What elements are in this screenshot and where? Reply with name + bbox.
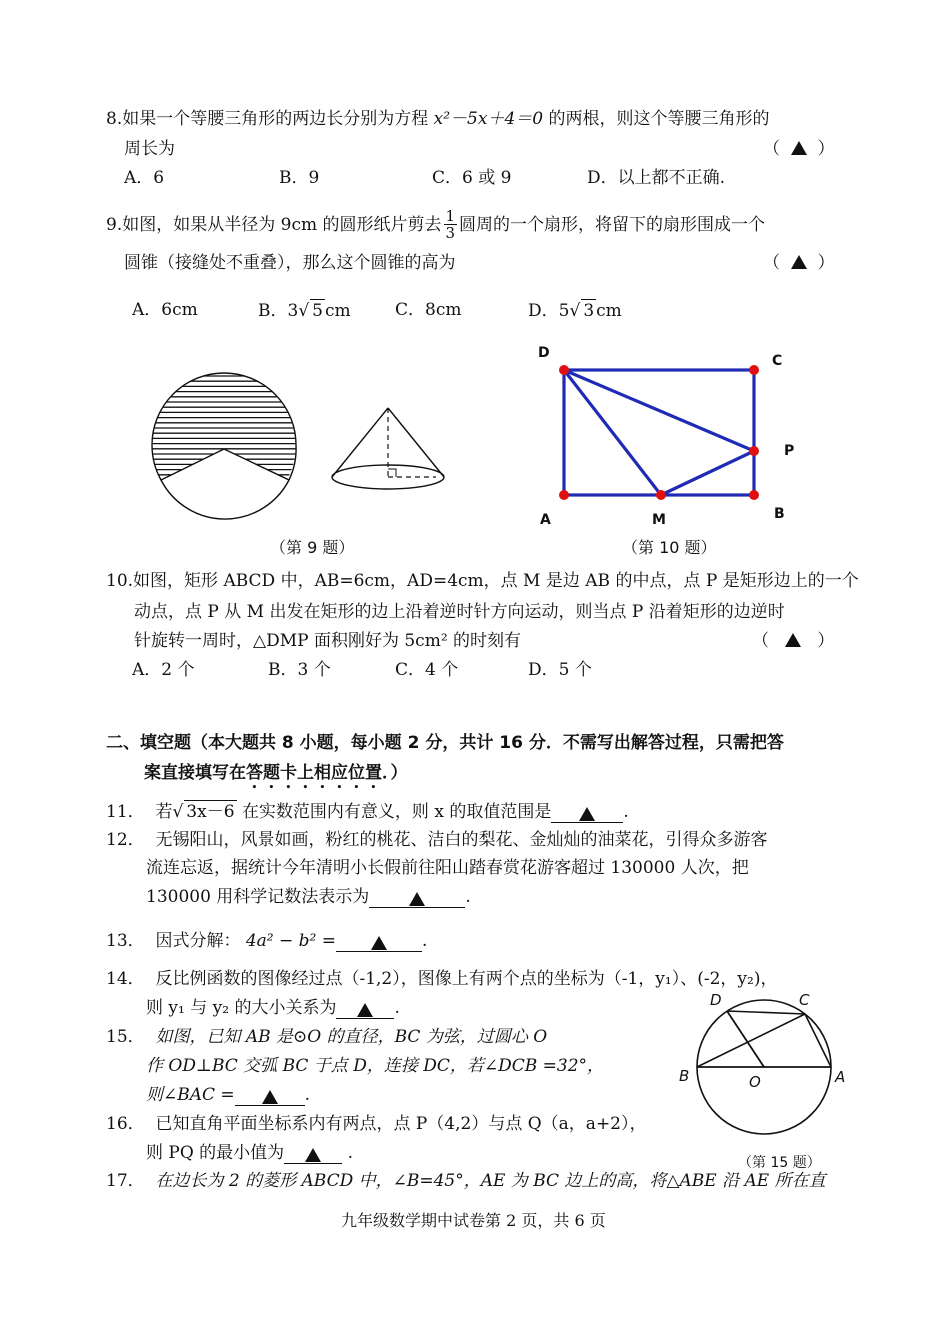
q12-answer-blank[interactable] (369, 889, 465, 908)
choice-label: D． (528, 301, 559, 321)
q9-text-2: 圆周的一个扇形，将留下的扇形围成一个 (459, 215, 766, 235)
q13-line (106, 930, 427, 952)
unit: cm (325, 301, 351, 321)
q15-line2: 作 OD⊥BC 交弧 BC 于点 D，连接 DC，若∠DCB =32°， (146, 1056, 605, 1076)
coef: 3 (287, 301, 299, 321)
label-a: A (835, 1068, 846, 1086)
q12-text-3: 130000 用科学记数法表示为 (146, 887, 370, 907)
q10-line2: 动点，点 P 从 M 出发在矩形的边上沿着逆时针方向运动，则当点 P 沿着矩形的边逆时 (134, 602, 785, 622)
q8-choice-c: C．6 或 9 (432, 168, 512, 188)
q14-text: 反比例函数的图像经过点（-1,2），图像上有两个点的坐标为（-1，y₁）、(-2，y₂)， (155, 969, 778, 989)
q9-fraction (444, 208, 458, 241)
figure-15-circle (672, 990, 852, 1160)
figure-15-caption: （第 15 题） (738, 1155, 821, 1171)
answer-marker-icon (371, 936, 387, 950)
q16-line1 (106, 1113, 647, 1135)
q11-text-2: 在实数范围内有意义，则 x 的取值范围是 (241, 802, 552, 822)
q11-radicand: 3x－6 (186, 802, 235, 822)
q13-number: 13． (106, 931, 145, 951)
q10-choice-a: A．2 个 (132, 660, 195, 680)
label-p: P (784, 443, 795, 459)
point-a (559, 490, 569, 500)
q15-number: 15． (106, 1027, 145, 1047)
point-d (559, 365, 569, 375)
figure-9-caption: （第 9 题） (270, 538, 355, 557)
figure-9-circle-sector (145, 372, 305, 522)
title-part: ．） (382, 763, 408, 783)
answer-marker-icon (579, 807, 595, 821)
q9-choice-a: A．6cm (132, 300, 198, 320)
label-d: D (710, 991, 722, 1009)
label-c: C (772, 353, 783, 369)
q9-choice-c: C．8cm (395, 300, 462, 320)
emphasized-text: 答题卡上相应位置 (246, 763, 382, 783)
q8-line2 (124, 138, 175, 160)
q11-text: 若 (155, 802, 173, 822)
point-p (749, 446, 759, 456)
q8-answer-slot: （ ） (763, 139, 835, 159)
page-footer: 九年级数学期中试卷第 2 页，共 6 页 (341, 1211, 606, 1230)
title-part: 案直接填写在 (144, 763, 246, 783)
fraction-numerator: 1 (445, 207, 456, 225)
label-b: B (774, 506, 785, 522)
q12-text: 无锡阳山，风景如画，粉红的桃花、洁白的梨花、金灿灿的油菜花，引得众多游客 (155, 830, 768, 850)
q9-text-3: 圆锥（接缝处不重叠），那么这个圆锥的高为 (124, 253, 456, 273)
q9-number: 9. (106, 215, 123, 235)
vertex-points (559, 365, 759, 500)
q12-line1 (106, 829, 767, 851)
q9-text: 如图，如果从半径为 9cm 的圆形纸片剪去 (122, 215, 442, 235)
q16-answer-blank[interactable] (284, 1145, 342, 1164)
label-d: D (538, 345, 550, 361)
unit: cm (596, 301, 622, 321)
label-a: A (540, 512, 551, 528)
q14-text-2: 则 y₁ 与 y₂ 的大小关系为 (146, 998, 337, 1018)
q10-line1 (106, 570, 859, 592)
q10-line3: 针旋转一周时，△DMP 面积刚好为 5cm² 的时刻有 (134, 631, 522, 651)
fraction-denominator: 3 (445, 224, 456, 242)
point-c (749, 365, 759, 375)
q9-choice-d: D．5√ 3 cm (528, 301, 622, 321)
answer-marker-icon (791, 255, 807, 269)
q9-answer-slot: （ ） (763, 253, 835, 273)
q14-answer-blank[interactable] (336, 1000, 394, 1019)
q8-number: 8. (106, 109, 123, 129)
q8-choice-b: B．9 (279, 168, 320, 188)
answer-marker-icon (357, 1003, 373, 1017)
period: . (422, 931, 428, 951)
period: . (347, 1143, 353, 1163)
q9-choice-b: B．3√ 5 cm (258, 301, 351, 321)
coef: 5 (558, 301, 570, 321)
section-2-title: 二、填空题（本大题共 8 小题，每小题 2 分，共计 16 分．不需写出解答过程，只需把答 (106, 733, 784, 753)
q9-line2 (124, 252, 456, 274)
label-m: M (652, 512, 666, 528)
q11-line: 11． 若√ 3x－6 在实数范围内有意义，则 x 的取值范围是 . (106, 802, 629, 822)
q15-line1 (106, 1026, 547, 1048)
q13-answer-blank[interactable] (336, 933, 422, 952)
answer-marker-icon (305, 1148, 321, 1162)
answer-marker-icon (409, 892, 425, 906)
q10-choice-d: D．5 个 (528, 660, 592, 680)
point-b (749, 490, 759, 500)
q15-text-3: 则∠BAC = (146, 1085, 235, 1105)
q12-line3 (146, 886, 471, 908)
figure-9-cone (328, 405, 448, 495)
q16-text: 已知直角平面坐标系内有两点，点 P（4,2）与点 Q（a，a+2）， (155, 1114, 647, 1134)
q15-answer-blank[interactable] (235, 1087, 305, 1106)
label-b: B (679, 1067, 690, 1085)
q17-text: 在边长为 2 的菱形 ABCD 中，∠B=45°，AE 为 BC 边上的高，将△ABE 沿 AE 所在直 (155, 1171, 826, 1191)
q10-choice-b: B．3 个 (268, 660, 331, 680)
q14-line2 (146, 997, 400, 1019)
q11-number: 11． (106, 802, 145, 822)
q16-number: 16． (106, 1114, 145, 1134)
q11-answer-blank[interactable] (551, 804, 623, 823)
q17-number: 17． (106, 1171, 145, 1191)
answer-marker-icon (785, 633, 801, 647)
q8-choice-a: A．6 (124, 168, 165, 188)
answer-marker-icon (791, 141, 807, 155)
radicand: 5 (312, 301, 323, 321)
period: . (623, 802, 629, 822)
q10-number: 10. (106, 571, 134, 591)
section-2-title-cont (144, 762, 408, 793)
q8-line1 (106, 108, 769, 130)
period: . (394, 998, 400, 1018)
q12-number: 12． (106, 830, 145, 850)
choice-label: B． (258, 301, 288, 321)
q17-line1 (106, 1170, 826, 1192)
q8-text: 如果一个等腰三角形的两边长分别为方程 (122, 109, 429, 129)
q12-line2: 流连忘返，据统计今年清明小长假前往阳山踏春赏花游客超过 130000 人次，把 (146, 858, 749, 878)
q13-expression: 4a² − b² = (245, 931, 337, 951)
q14-number: 14． (106, 969, 145, 989)
q14-line1 (106, 968, 777, 990)
point-m (656, 490, 666, 500)
q15-text: 如图，已知 AB 是⊙O 的直径，BC 为弦，过圆心 O (155, 1027, 548, 1047)
q9-line1 (106, 208, 765, 241)
figure-10-caption: （第 10 题） (622, 538, 717, 557)
label-o: O (749, 1073, 761, 1091)
q8-choice-d: D．以上都不正确. (587, 168, 726, 188)
q10-answer-slot: （ ） (752, 631, 835, 651)
period: . (304, 1085, 311, 1105)
q8-text-3: 周长为 (124, 139, 175, 159)
q10-text: 如图，矩形 ABCD 中，AB=6cm，AD=4cm，点 M 是边 AB 的中点，点 P 是矩形边上的一个 (133, 571, 859, 591)
q8-equation: x²－5x＋4＝0 (433, 109, 544, 129)
q16-text-2: 则 PQ 的最小值为 (146, 1143, 285, 1163)
q16-line2 (146, 1142, 353, 1164)
q13-text: 因式分解： (155, 931, 241, 951)
period: . (465, 887, 471, 907)
q8-text-2: 的两根，则这个等腰三角形的 (548, 109, 770, 129)
q10-choice-c: C．4 个 (395, 660, 459, 680)
answer-marker-icon (262, 1090, 278, 1104)
figure-10-rectangle (530, 340, 810, 530)
q15-line3 (146, 1084, 310, 1106)
label-c: C (799, 991, 810, 1009)
radicand: 3 (583, 301, 595, 321)
